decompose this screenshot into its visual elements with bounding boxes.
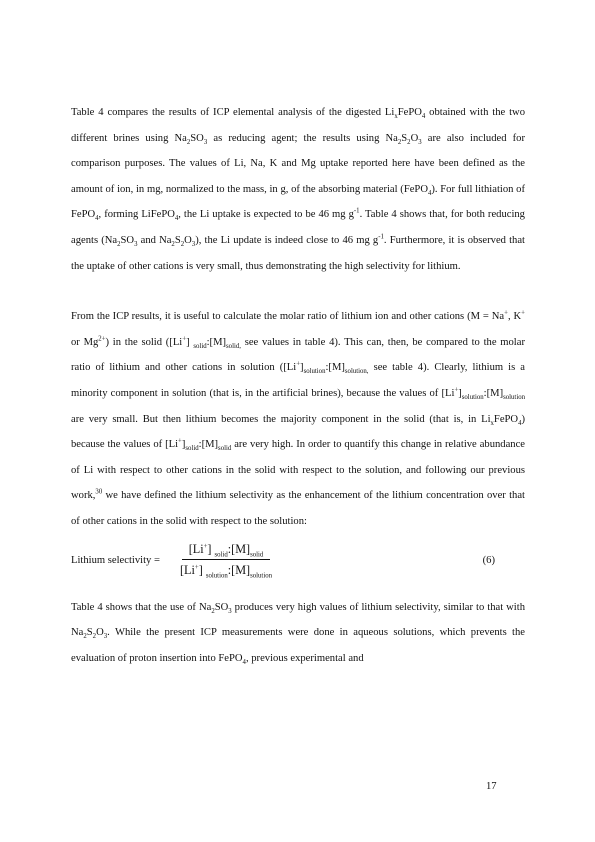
paragraph-selectivity-results: Table 4 shows that the use of $Na_2SO_3$ produces very high values of lithium selectivity, similar to that with $Na_2S_2O_3$. While the present ICP measurements were done in aqueous solutions, which prevents the evaluation of proton insertion into FePO$_4$, previous experimental and xyxy=(71,601,525,666)
equation-number: (6) xyxy=(482,554,495,566)
page-body xyxy=(71,100,525,671)
equation-fraction xyxy=(180,539,272,580)
paragraph-molar-ratio: From the ICP results, it is useful to calculate the molar ratio of lithium ion and other cations (M = Na+, K+ or $Mg^{2+}$) in the solid ([Li+] $_{solid}:[M]_{solid,}$ see values in table 4). This can, then, be compared to the molar ratio of lithium and other cations in solution ($[Li^+]_{solution}:[M]_{solution,}$ see table 4). Clearly, lithium is a minority component in solution (that is, in the artificial brines), because the values of $[Li^+]_{solution}:[M]_{solution}$ are very small. But then lithium becomes the majority component in the solid (that is, in $Li_xFePO_4$) because the values of $[Li^+]_{solid}:[M]_{solid}$ are very high. In order to quantify this change in relative abundance of Li with respect to other cations in the solid with respect to the solution, and following our previous work,$^{30}$ we have defined the lithium selectivity as the enhancement of the lithium concentration over that of other cations in the solid with respect to the solution: xyxy=(71,309,525,527)
equation-label: Lithium selectivity = xyxy=(71,554,160,566)
equation-denominator: [Li+] $_{solution}:[M]_{solution}$ xyxy=(180,562,272,579)
paragraph-icp-comparison: Table 4 compares the results of ICP elemental analysis of the digested $Li_xFePO_4$ obtained with the two different brines using $Na_2SO_3$ as reducing agent; the results using $Na_2S_2O_3$ are also included for comparison purposes. The values of Li, Na, K and Mg uptake reported here have been defined as the amount of ion, in mg, normalized to the mass, in g, of the absorbing material (FePO$_4$). For full lithiation of FePO$_4$, forming LiFePO$_4$, the Li uptake is expected to be 46 mg $g^{-1}$. Table 4 shows that, for both reducing agents ($Na_2SO_3$ and $Na_2S_2O_3$), the Li update is indeed close to 46 mg $g^{-1}$. Furthermore, it is observed that the uptake of other cations is very small, thus demonstrating the high selectivity for lithium. xyxy=(71,107,525,272)
equation-lithium-selectivity xyxy=(71,539,525,589)
page-number: 17 xyxy=(486,781,497,792)
equation-numerator: [Li+] $_{solid}:[M]_{solid}$ xyxy=(188,541,264,558)
